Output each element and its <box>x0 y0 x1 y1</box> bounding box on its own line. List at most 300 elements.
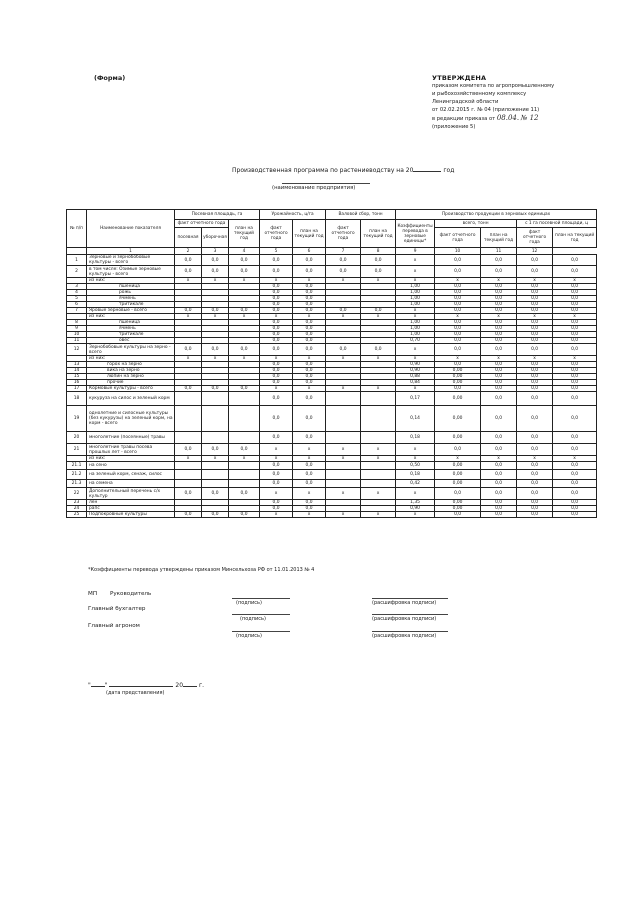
accountant-label: Главный бухгалтер <box>88 606 146 612</box>
cell-value <box>175 462 202 470</box>
cell-value: 0,0 <box>175 488 202 500</box>
cell-value <box>202 470 229 480</box>
cell-value: x <box>361 512 396 518</box>
cell-value: 0,0 <box>326 255 361 266</box>
cell-value: x <box>517 314 553 320</box>
organization-line <box>282 183 370 184</box>
cell-value: 0,00 <box>435 470 481 480</box>
approval-line: (приложение 5) <box>432 124 476 130</box>
month-blank <box>109 686 173 687</box>
cell-value: x <box>361 386 396 392</box>
cell-value <box>361 392 396 406</box>
cell-value: x <box>293 356 326 362</box>
footnote: *Коэффициенты перевода утверждены приказом Минсельхоза РФ от 11.01.2013 № 4 <box>88 567 315 573</box>
row-number: 16 <box>67 380 87 386</box>
cell-value: 0,0 <box>202 386 229 392</box>
cell-value: 0,00 <box>435 380 481 386</box>
cell-value: 0,0 <box>517 470 553 480</box>
cell-value <box>229 392 260 406</box>
cell-value <box>202 480 229 488</box>
cell-value: 0,0 <box>260 302 293 308</box>
cell-value: 0,0 <box>517 406 553 432</box>
row-name: в том числе: Озимые зерновые культуры - всего <box>87 266 175 278</box>
director-label: Руководитель <box>110 591 152 597</box>
cell-value: 0,0 <box>517 290 553 296</box>
cell-value: 0,0 <box>553 386 597 392</box>
cell-value: 0,0 <box>229 444 260 456</box>
cell-value: 0,0 <box>229 308 260 314</box>
cell-value: 0,00 <box>435 368 481 374</box>
cell-value <box>175 470 202 480</box>
cell-value: x <box>396 386 435 392</box>
cell-value: x <box>260 278 293 284</box>
cell-value: 0,0 <box>260 374 293 380</box>
cell-value: 0,0 <box>202 266 229 278</box>
cell-value: 0,00 <box>435 500 481 506</box>
row-number: 21.2 <box>67 470 87 480</box>
col-header-yield-fact: факт отчетного года <box>260 220 293 248</box>
table-row <box>67 480 597 488</box>
col-header-yield: Урожайность, ц/га <box>260 210 326 220</box>
cell-value <box>326 470 361 480</box>
approval-line: и рыбохозяйственному комплексу <box>432 91 527 97</box>
cell-value: x <box>553 314 597 320</box>
cell-value: 0,0 <box>229 488 260 500</box>
col-header-conv-tons-fact: факт отчетного года <box>435 228 481 248</box>
cell-value: 0,0 <box>202 255 229 266</box>
cell-value: 0,0 <box>293 374 326 380</box>
row-number: 10 <box>67 332 87 338</box>
cell-value: 0,0 <box>553 500 597 506</box>
cell-value: 0,0 <box>481 406 517 432</box>
cell-value: 0,0 <box>260 432 293 444</box>
stamp-mark: МП <box>88 591 98 597</box>
cell-value: 0,0 <box>517 255 553 266</box>
column-number: 11 <box>481 248 517 255</box>
row-name: Подпокровные культуры <box>87 512 175 518</box>
cell-value <box>202 406 229 432</box>
cell-value: 0,0 <box>517 320 553 326</box>
cell-value: 0,0 <box>517 332 553 338</box>
row-number: 23 <box>67 500 87 506</box>
col-header-conversion: Производство продукции в зерновых единицах <box>396 210 597 220</box>
cell-value: 0,0 <box>553 308 597 314</box>
cell-value: x <box>326 386 361 392</box>
row-number: 8 <box>67 320 87 326</box>
cell-value: 0,0 <box>202 444 229 456</box>
cell-value: 0,0 <box>553 338 597 344</box>
cell-value <box>326 432 361 444</box>
row-number: 12 <box>67 344 87 356</box>
cell-value: 0,0 <box>435 444 481 456</box>
cell-value: 0,0 <box>361 255 396 266</box>
cell-value: x <box>517 356 553 362</box>
approval-block <box>432 74 612 131</box>
cell-value: 0,0 <box>293 302 326 308</box>
column-number-empty <box>67 248 87 255</box>
cell-value <box>326 480 361 488</box>
cell-value: 0,0 <box>481 362 517 368</box>
cell-value: 0,0 <box>175 386 202 392</box>
cell-value: 0,0 <box>175 255 202 266</box>
cell-value: 0,0 <box>481 296 517 302</box>
table-row <box>67 406 597 432</box>
cell-value: 0,88 <box>396 374 435 380</box>
approval-line: в редакции приказа от <box>432 116 496 122</box>
agronomist-signature-caption: (подпись) <box>236 633 262 639</box>
row-name: из них: <box>87 456 175 462</box>
cell-value: 1,00 <box>396 302 435 308</box>
cell-value <box>175 432 202 444</box>
cell-value: x <box>481 278 517 284</box>
cell-value: 0,0 <box>293 380 326 386</box>
cell-value: x <box>396 278 435 284</box>
cell-value: 0,0 <box>260 266 293 278</box>
cell-value: 0,0 <box>517 374 553 380</box>
cell-value: 0,0 <box>361 266 396 278</box>
col-header-name: Наименование показателя <box>87 210 175 248</box>
cell-value: 0,0 <box>435 255 481 266</box>
cell-value: 0,0 <box>326 266 361 278</box>
date-suffix: г. <box>198 682 204 689</box>
cell-value <box>361 432 396 444</box>
cell-value: 0,0 <box>293 266 326 278</box>
cell-value: x <box>175 314 202 320</box>
cell-value: 0,0 <box>553 320 597 326</box>
cell-value <box>202 462 229 470</box>
cell-value: 0,0 <box>435 284 481 290</box>
cell-value: 0,00 <box>435 480 481 488</box>
cell-value: 0,0 <box>326 344 361 356</box>
cell-value: x <box>396 356 435 362</box>
row-name: Яровые зерновые - всего <box>87 308 175 314</box>
cell-value: x <box>326 444 361 456</box>
row-name: горох на зерно <box>87 362 175 368</box>
cell-value: 0,0 <box>553 332 597 338</box>
cell-value: x <box>175 356 202 362</box>
cell-value: 0,0 <box>481 444 517 456</box>
row-number: 6 <box>67 302 87 308</box>
cell-value: 0,0 <box>517 326 553 332</box>
cell-value: x <box>435 456 481 462</box>
cell-value: 1,00 <box>396 290 435 296</box>
cell-value: 0,0 <box>293 406 326 432</box>
cell-value: 0,00 <box>435 392 481 406</box>
cell-value: 0,0 <box>517 362 553 368</box>
cell-value <box>326 406 361 432</box>
cell-value: 0,14 <box>396 406 435 432</box>
table-row <box>67 488 597 500</box>
date-year-prefix: 20 <box>175 682 184 689</box>
cell-value: 0,0 <box>260 406 293 432</box>
cell-value: 0,0 <box>517 500 553 506</box>
cell-value: 0,0 <box>260 326 293 332</box>
cell-value: 0,0 <box>553 444 597 456</box>
cell-value: 0,00 <box>435 406 481 432</box>
cell-value <box>229 406 260 432</box>
cell-value: x <box>326 356 361 362</box>
cell-value: 0,0 <box>175 444 202 456</box>
cell-value <box>175 480 202 488</box>
cell-value: 0,70 <box>396 338 435 344</box>
cell-value: x <box>293 314 326 320</box>
row-name: люпин на зерно <box>87 374 175 380</box>
cell-value: 1,00 <box>396 284 435 290</box>
cell-value: 0,0 <box>293 338 326 344</box>
cell-value: 0,0 <box>293 480 326 488</box>
col-header-gross-fact: факт отчетного года <box>326 220 361 248</box>
row-number: 15 <box>67 374 87 380</box>
cell-value: 0,0 <box>553 380 597 386</box>
cell-value: 0,0 <box>481 506 517 512</box>
cell-value: x <box>396 308 435 314</box>
row-name: пшеница <box>87 284 175 290</box>
cell-value <box>202 432 229 444</box>
cell-value: 0,0 <box>553 480 597 488</box>
year-blank-footer <box>183 686 197 687</box>
cell-value <box>361 470 396 480</box>
cell-value: 0,0 <box>553 266 597 278</box>
cell-value: 0,0 <box>293 462 326 470</box>
cell-value: x <box>361 314 396 320</box>
cell-value: x <box>396 512 435 518</box>
cell-value: 0,0 <box>517 338 553 344</box>
cell-value: x <box>293 444 326 456</box>
cell-value: x <box>229 356 260 362</box>
cell-value: 0,0 <box>481 344 517 356</box>
cell-value: x <box>293 456 326 462</box>
row-number: 19 <box>67 406 87 432</box>
cell-value: 0,0 <box>517 444 553 456</box>
column-number: 9 <box>396 248 435 255</box>
row-name: многолетние (посеянные) травы <box>87 432 175 444</box>
table-row <box>67 462 597 470</box>
cell-value: x <box>361 356 396 362</box>
cell-value: 0,0 <box>260 332 293 338</box>
column-number: 4 <box>229 248 260 255</box>
day-blank <box>91 686 105 687</box>
col-header-conv-ha-plan: план на текущий год <box>553 228 597 248</box>
cell-value: 0,00 <box>435 374 481 380</box>
table-row <box>67 432 597 444</box>
agronomist-label: Главный агроном <box>88 623 140 629</box>
row-name: ячмень <box>87 296 175 302</box>
cell-value: 0,0 <box>481 500 517 506</box>
cell-value: 0,0 <box>260 500 293 506</box>
row-name: на зеленый корм, сенаж, силос <box>87 470 175 480</box>
approval-title: УТВЕРЖДЕНА <box>432 74 487 82</box>
cell-value: 0,0 <box>293 332 326 338</box>
date-line: " " 20 г. <box>88 682 204 689</box>
cell-value: 0,0 <box>481 432 517 444</box>
row-name: на сено <box>87 462 175 470</box>
cell-value: x <box>229 456 260 462</box>
cell-value: 0,0 <box>517 480 553 488</box>
cell-value: 0,0 <box>175 308 202 314</box>
cell-value: 0,0 <box>553 392 597 406</box>
cell-value: 0,0 <box>481 488 517 500</box>
cell-value: 0,0 <box>435 344 481 356</box>
cell-value <box>326 392 361 406</box>
cell-value: 0,0 <box>481 480 517 488</box>
row-name: тритикале <box>87 332 175 338</box>
cell-value: 0,0 <box>435 332 481 338</box>
cell-value: 0,0 <box>435 308 481 314</box>
cell-value: 0,0 <box>553 344 597 356</box>
cell-value: x <box>229 278 260 284</box>
col-header-area-fact: факт отчетного года <box>175 220 229 228</box>
cell-value: 0,0 <box>229 255 260 266</box>
cell-value: x <box>260 488 293 500</box>
cell-value: 0,0 <box>481 255 517 266</box>
cell-value: x <box>553 456 597 462</box>
cell-value: 0,0 <box>481 308 517 314</box>
cell-value: 0,0 <box>293 290 326 296</box>
document-title <box>232 167 454 174</box>
cell-value: 0,0 <box>481 302 517 308</box>
cell-value: 0,0 <box>293 470 326 480</box>
approval-line: Ленинградской области <box>432 99 499 105</box>
cell-value: x <box>229 314 260 320</box>
cell-value: 1,35 <box>396 500 435 506</box>
cell-value: 0,0 <box>553 488 597 500</box>
cell-value: 0,50 <box>396 462 435 470</box>
cell-value: 0,0 <box>553 368 597 374</box>
row-number: 21.1 <box>67 462 87 470</box>
cell-value: x <box>293 488 326 500</box>
table-row <box>67 344 597 356</box>
cell-value: 0,00 <box>435 462 481 470</box>
cell-value: 0,0 <box>517 462 553 470</box>
cell-value <box>229 462 260 470</box>
row-name: прочие <box>87 380 175 386</box>
cell-value: 0,0 <box>260 338 293 344</box>
cell-value: x <box>361 488 396 500</box>
row-number: 4 <box>67 290 87 296</box>
row-name: кукуруза на силос и зеленый корм <box>87 392 175 406</box>
cell-value: 0,0 <box>481 266 517 278</box>
cell-value <box>326 462 361 470</box>
col-header-area-plan: план на текущий год <box>229 220 260 248</box>
cell-value <box>229 480 260 488</box>
cell-value <box>361 462 396 470</box>
table-body <box>67 255 597 518</box>
cell-value: 0,0 <box>435 386 481 392</box>
cell-value: 0,0 <box>553 512 597 518</box>
cell-value: 0,0 <box>481 380 517 386</box>
handwritten-date: 08.04. <box>496 114 520 122</box>
cell-value: 0,0 <box>517 432 553 444</box>
cell-value: 0,0 <box>260 362 293 368</box>
row-number: 5 <box>67 296 87 302</box>
cell-value: 0,0 <box>293 432 326 444</box>
cell-value: 0,0 <box>481 386 517 392</box>
cell-value: x <box>396 266 435 278</box>
year-blank <box>413 171 441 172</box>
cell-value <box>361 480 396 488</box>
cell-value: x <box>202 356 229 362</box>
cell-value: x <box>202 278 229 284</box>
cell-value: 0,0 <box>553 296 597 302</box>
cell-value: 0,0 <box>260 284 293 290</box>
approval-line: приказом комитета по агропромышленному <box>432 83 555 89</box>
col-header-harvest: уборочная <box>202 228 229 248</box>
cell-value: x <box>361 456 396 462</box>
cell-value: 0,0 <box>202 344 229 356</box>
cell-value: 0,0 <box>553 290 597 296</box>
cell-value: 0,0 <box>435 296 481 302</box>
row-name: из них: <box>87 356 175 362</box>
cell-value: 0,17 <box>396 392 435 406</box>
cell-value: 1,00 <box>396 326 435 332</box>
cell-value: 0,0 <box>260 296 293 302</box>
form-label: (Форма) <box>94 74 126 82</box>
cell-value: 1,00 <box>396 320 435 326</box>
row-number: 2 <box>67 266 87 278</box>
table-row <box>67 470 597 480</box>
cell-value <box>202 392 229 406</box>
row-name: Зернобобовые культуры на зерно - всего <box>87 344 175 356</box>
cell-value: 0,0 <box>229 512 260 518</box>
cell-value: 0,0 <box>260 368 293 374</box>
cell-value: 0,0 <box>481 392 517 406</box>
accountant-decode-caption: (расшифровка подписи) <box>372 616 437 622</box>
cell-value: x <box>553 278 597 284</box>
cell-value: 0,0 <box>293 296 326 302</box>
cell-value <box>229 470 260 480</box>
cell-value: 0,0 <box>517 344 553 356</box>
cell-value: 0,0 <box>481 512 517 518</box>
cell-value: x <box>326 278 361 284</box>
cell-value: 0,0 <box>202 488 229 500</box>
cell-value: x <box>481 456 517 462</box>
cell-value: 0,0 <box>260 480 293 488</box>
cell-value: 0,0 <box>481 374 517 380</box>
cell-value: 0,0 <box>260 344 293 356</box>
cell-value: 0,0 <box>435 290 481 296</box>
cell-value: 0,0 <box>517 302 553 308</box>
row-number: 22 <box>67 488 87 500</box>
col-header-yield-plan: план на текущий год <box>293 220 326 248</box>
cell-value: 0,0 <box>517 506 553 512</box>
cell-value: 0,0 <box>517 284 553 290</box>
row-name: лен <box>87 500 175 506</box>
row-number: 7 <box>67 308 87 314</box>
row-name: рожь <box>87 290 175 296</box>
cell-value: x <box>396 456 435 462</box>
cell-value: 0,0 <box>553 302 597 308</box>
cell-value: 0,84 <box>396 380 435 386</box>
cell-value: x <box>326 488 361 500</box>
cell-value: x <box>481 314 517 320</box>
cell-value: x <box>435 356 481 362</box>
col-header-gross-plan: план на текущий год <box>361 220 396 248</box>
cell-value: 0,0 <box>553 506 597 512</box>
cell-value: 0,0 <box>260 308 293 314</box>
row-name: Зерновые и зернобобовые культуры - всего <box>87 255 175 266</box>
col-header-conv-coef: Коэффициенты перевода в зерновые единицы* <box>396 220 435 248</box>
cell-value: x <box>396 314 435 320</box>
cell-value: 0,0 <box>481 290 517 296</box>
row-name: из них: <box>87 314 175 320</box>
cell-value: 0,0 <box>481 470 517 480</box>
cell-value: 0,0 <box>293 344 326 356</box>
row-number: 9 <box>67 326 87 332</box>
row-number: 25 <box>67 512 87 518</box>
cell-value: 0,0 <box>481 284 517 290</box>
cell-value: 0,0 <box>260 470 293 480</box>
cell-value: x <box>175 456 202 462</box>
